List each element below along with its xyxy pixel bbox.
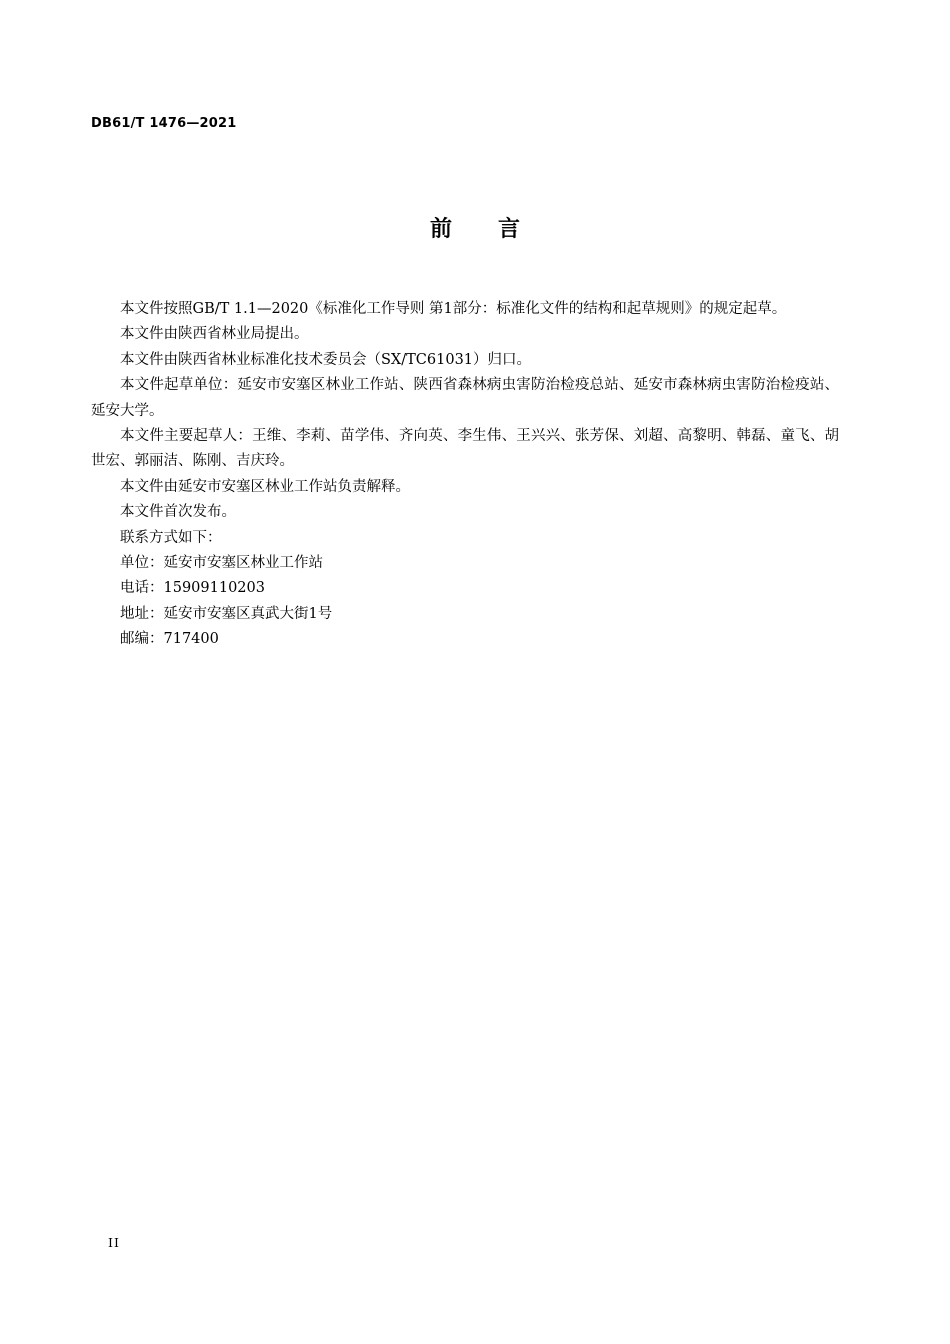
paragraph-interpretation: 本文件由延安市安塞区林业工作站负责解释。 [120,478,410,495]
page-number: II [108,1235,120,1250]
paragraph-contact-intro: 联系方式如下： [120,529,222,546]
paragraph-drafting-basis: 本文件按照GB/T 1.1—2020《标准化工作导则 第1部分：标准化文件的结构和起草规则》的规定起草。 [120,301,787,317]
paragraph-drafters: 本文件主要起草人：王维、李莉、苗学伟、齐向英、李生伟、王兴兴、张芳保、刘超、高黎明、韩磊、童飞、胡世宏、郭丽洁、陈刚、吉庆玲。 [91,428,839,470]
foreword-body [91,297,839,653]
document-code: DB61/T 1476—2021 [91,116,237,131]
paragraph-contact-phone: 电话：15909110203 [120,580,265,597]
page-title [0,214,950,246]
paragraph-proposer: 本文件由陕西省林业局提出。 [120,326,309,343]
title-char-2: 言 [498,217,521,242]
paragraph-drafting-units: 本文件起草单位：延安市安塞区林业工作站、陕西省森林病虫害防治检疫总站、延安市森林病虫害防治检疫站、延安大学。 [91,377,839,419]
paragraph-first-release: 本文件首次发布。 [120,504,236,521]
title-char-1: 前 [429,217,452,242]
paragraph-committee: 本文件由陕西省林业标准化技术委员会（SX/TC61031）归口。 [120,351,532,368]
paragraph-contact-unit: 单位：延安市安塞区林业工作站 [120,555,323,572]
paragraph-contact-address: 地址：延安市安塞区真武大街1号 [120,605,333,622]
paragraph-contact-postcode: 邮编：717400 [120,631,219,648]
